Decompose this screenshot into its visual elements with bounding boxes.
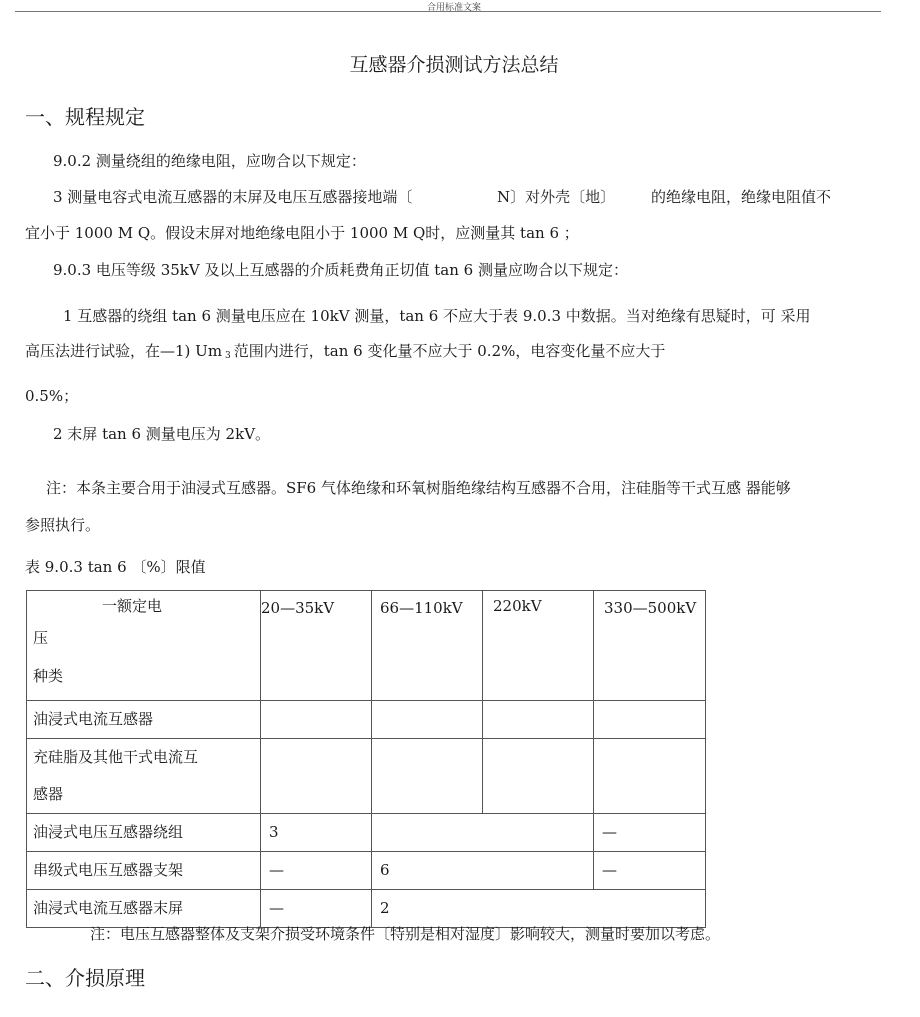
table-cell [372,701,483,739]
column-header-220kv: 220kV [483,591,594,701]
corner-line-2: 压 [33,629,49,647]
table-row [27,814,706,852]
table-corner-cell [27,591,261,701]
paragraph-1-line2 [25,340,665,361]
table-note: 注：电压互感器整体及支架介损受环境条件〔特别是相对湿度〕影响较大，测量时要加以考虑。 [90,925,721,943]
paragraph-2: 2 末屏 tan 6 测量电压为 2kV。 [53,425,271,443]
row-label-oil-ct-end-screen: 油浸式电流互感器末屏 [27,890,261,928]
table-cell: — [261,852,372,890]
table-row [27,739,706,814]
section-heading-2: 二、介损原理 [25,966,145,990]
corner-line-1: 一额定电 [102,597,163,615]
table-cell [261,701,372,739]
section-heading-1: 一、规程规定 [25,105,145,129]
table-cell: 3 [261,814,372,852]
paragraph-3-line1b: N〕对外壳〔地〕 [497,188,616,206]
paragraph-9-0-3: 9.0.3 电压等级 35kV 及以上互感器的介质耗费角正切值 tan 6 测量应吻合以下规定： [53,261,628,279]
table-cell [594,739,706,814]
paragraph-1-line2-sub: 3 [225,351,231,361]
paragraph-9-0-2: 9.0.2 测量绕组的绝缘电阻，应吻合以下规定： [53,152,366,170]
paragraph-1-line2-a: 高压法进行试验，在 [25,342,161,360]
table-cell: — [594,852,706,890]
table-cell [483,739,594,814]
table-caption: 表 9.0.3 tan 6 〔%〕限值 [25,558,206,576]
paragraph-1-line3: 0.5%； [25,387,79,405]
table-row [27,890,706,928]
row-label-oil-vt-winding: 油浸式电压互感器绕组 [27,814,261,852]
table-cell [372,739,483,814]
table-cell-merged: 6 [372,852,594,890]
paragraph-1-line2-b: —1) Um [160,342,223,360]
paragraph-3-line1c: 的绝缘电阻，绝缘电阻值不 [651,188,832,206]
paragraph-1-line1: 1 互感器的绕组 tan 6 测量电压应在 10kV 测量，tan 6 不应大于表 9.0.3 中数据。当对绝缘有思疑时，可 采用 [63,307,811,325]
note-line2: 参照执行。 [25,516,101,534]
page-header: 合用标准文案 [426,3,481,13]
row-label-oil-ct: 油浸式电流互感器 [27,701,261,739]
row-label-dry-ct: 充硅脂及其他干式电流互 感器 [27,739,261,814]
table-cell [261,739,372,814]
table-cell [483,701,594,739]
paragraph-3-line1a: 3 测量电容式电流互感器的末屏及电压互感器接地端〔 [53,188,413,206]
header-divider [15,11,881,12]
corner-line-3: 种类 [33,667,64,685]
paragraph-1-line2-d: 范围内进行，tan 6 变化量不应大于 0.2%，电容变化量不应大于 [233,342,666,360]
note-line1: 注：本条主要合用于油浸式互感器。SF6 气体绝缘和环氧树脂绝缘结构互感器不合用，注硅脂等干式互感 器能够 [46,479,791,497]
limits-table [26,590,706,928]
table-cell-merged [372,814,594,852]
table-cell: — [594,814,706,852]
table-row [27,701,706,739]
table-row [27,852,706,890]
column-header-66-110kv: 66—110kV [372,591,483,701]
paragraph-3-line2: 宜小于 1000 M Q。假设末屏对地绝缘电阻小于 1000 M Q时，应测量其 tan 6 ； [25,224,579,242]
table-cell: — [261,890,372,928]
column-header-20-35kv: 20—35kV [261,591,372,701]
row-label-cascade-vt-support: 串级式电压互感器支架 [27,852,261,890]
table-cell-merged: 2 [372,890,706,928]
document-title: 互感器介损测试方法总结 [349,54,559,76]
table-header-row [27,591,706,701]
column-header-330-500kv: 330—500kV [594,591,706,701]
table-cell [594,701,706,739]
